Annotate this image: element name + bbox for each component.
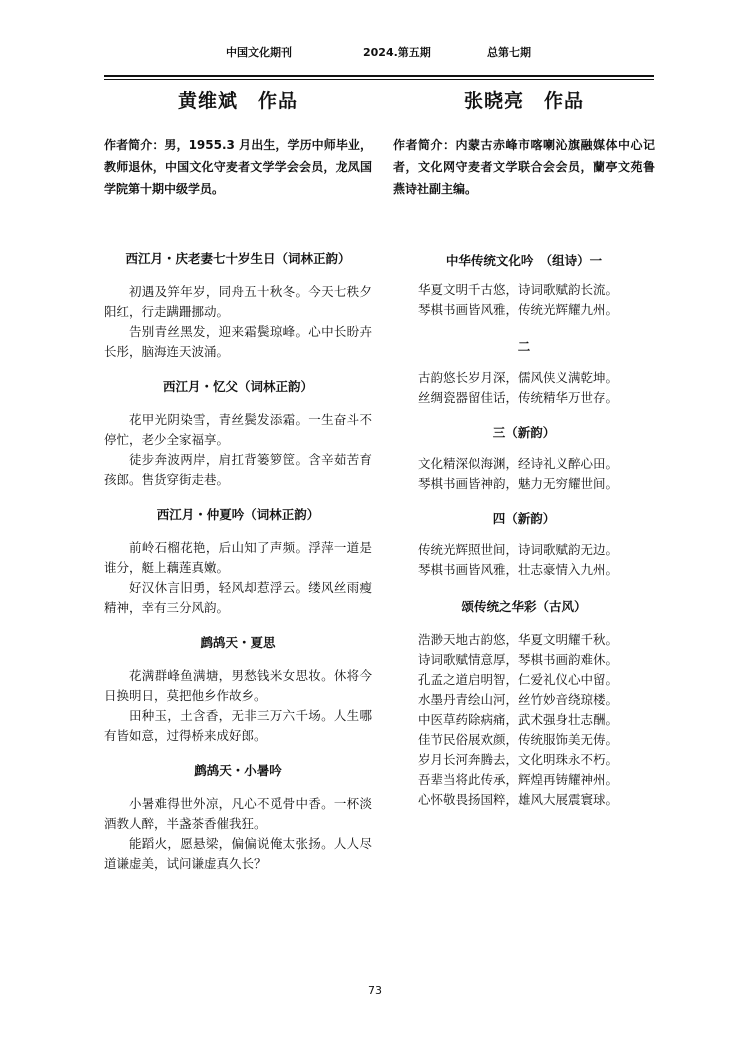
poem-line: 古韵悠长岁月深，儒风侠义满乾坤。	[418, 370, 619, 385]
issue-number: 2024.第五期	[363, 46, 431, 59]
poem-line: 孔孟之道启明智，仁爱礼仪心中留。	[418, 672, 619, 687]
header-rule-thick	[104, 75, 654, 77]
poem-stanza: 初遇及笄年岁，同舟五十秋冬。今天七秩夕阳红，行走蹒跚挪动。	[104, 284, 372, 319]
left-column	[104, 86, 372, 874]
poem-title: 西江月・忆父（词林正韵）	[162, 379, 313, 394]
poem-line: 吾辈当将此传承，辉煌再铸耀神州。	[418, 772, 619, 787]
poem-title: 鹧鸪天・小暑吟	[194, 763, 282, 778]
poem-stanza: 好汉休言旧勇，轻风却惹浮云。缕风丝雨瘦精神，幸有三分风韵。	[104, 580, 372, 615]
poem-line: 琴棋书画皆风雅，传统光辉耀九州。	[418, 302, 619, 317]
poem-line: 佳节民俗展欢颜，传统服饰美无俦。	[418, 732, 619, 747]
journal-name: 中国文化期刊	[226, 46, 292, 59]
poem-line: 诗词歌赋情意厚，琴棋书画韵难休。	[418, 652, 619, 667]
poem-line: 文化精深似海渊，经诗礼义醉心田。	[418, 456, 619, 471]
poem-line: 水墨丹青绘山河，丝竹妙音绕琼楼。	[418, 692, 619, 707]
poem-title: 二	[517, 339, 531, 354]
poem-line: 华夏文明千古悠，诗词歌赋韵长流。	[418, 282, 619, 297]
left-author-title: 黄维斌 作品	[177, 90, 298, 112]
header-rule-thin	[104, 79, 654, 80]
page-number: 73	[368, 984, 382, 997]
total-issue: 总第七期	[487, 46, 531, 59]
poem-stanza: 花满群峰鱼满塘，男愁钱米女思妆。休将今日换明日，莫把他乡作故乡。	[104, 668, 372, 703]
poem-stanza: 前岭石榴花艳，后山知了声频。浮萍一道是谁分，艇上藕莲真嫩。	[104, 540, 372, 575]
right-author-bio: 作者简介：内蒙古赤峰市喀喇沁旗融媒体中心记者，文化网守麦者文学联合会会员，蘭亭文苑鲁燕诗社副主编。	[393, 138, 655, 196]
poem-title: 西江月・仲夏吟（词林正韵）	[156, 507, 320, 522]
poem-title: 中华传统文化吟 （组诗）一	[445, 253, 603, 268]
running-header	[0, 44, 750, 60]
right-column	[393, 86, 655, 810]
left-author-bio: 作者简介：男，1955.3 月出生，学历中师毕业，教师退休，中国文化守麦者文学学会会员，龙凤国学院第十期中级学员。	[104, 138, 372, 196]
poem-title: 三（新韵）	[492, 425, 556, 440]
poem-title: 四（新韵）	[492, 511, 556, 526]
poem-stanza: 小暑难得世外凉，凡心不觅骨中香。一杯淡酒教人醉，半盏茶香催我狂。	[104, 796, 372, 831]
poem-line: 心怀敬畏扬国粹，雄风大展震寰球。	[418, 792, 619, 807]
poem-line: 浩渺天地古韵悠，华夏文明耀千秋。	[418, 632, 619, 647]
poem-line: 琴棋书画皆风雅，壮志豪情入九州。	[418, 562, 619, 577]
poem-stanza: 能蹈火，愿悬梁，偏偏说俺太张扬。人人尽道谦虚美，试问谦虚真久长？	[104, 836, 372, 871]
poem-line: 琴棋书画皆神韵，魅力无穷耀世间。	[418, 476, 619, 491]
poem-title: 颂传统之华彩（古风）	[461, 599, 587, 614]
poem-stanza: 告别青丝黑发，迎来霜鬓琼峰。心中长盼卉长彤，脑海连天波涌。	[104, 324, 372, 359]
poem-stanza: 徒步奔波两岸，肩扛背篓箩筐。含辛茹苦育孩郎。售货穿街走巷。	[104, 452, 372, 487]
poem-stanza: 花甲光阴染雪，青丝鬓发添霜。一生奋斗不停忙，老少全家福享。	[104, 412, 372, 447]
poem-line: 传统光辉照世间，诗词歌赋韵无边。	[418, 542, 619, 557]
poem-line: 岁月长河奔腾去，文化明珠永不朽。	[418, 752, 619, 767]
poem-stanza: 田种玉，土含香，无非三万六千场。人生哪有皆如意，过得桥来成好郎。	[104, 708, 372, 743]
poem-title: 鹧鸪天・夏思	[200, 635, 276, 650]
poem-line: 中医草药除病痛，武术强身壮志酬。	[418, 712, 619, 727]
poem-title: 西江月・庆老妻七十岁生日（词林正韵）	[125, 251, 351, 266]
poem-line: 丝绸瓷器留佳话，传统精华万世存。	[418, 390, 619, 405]
right-author-title: 张晓亮 作品	[463, 90, 584, 112]
